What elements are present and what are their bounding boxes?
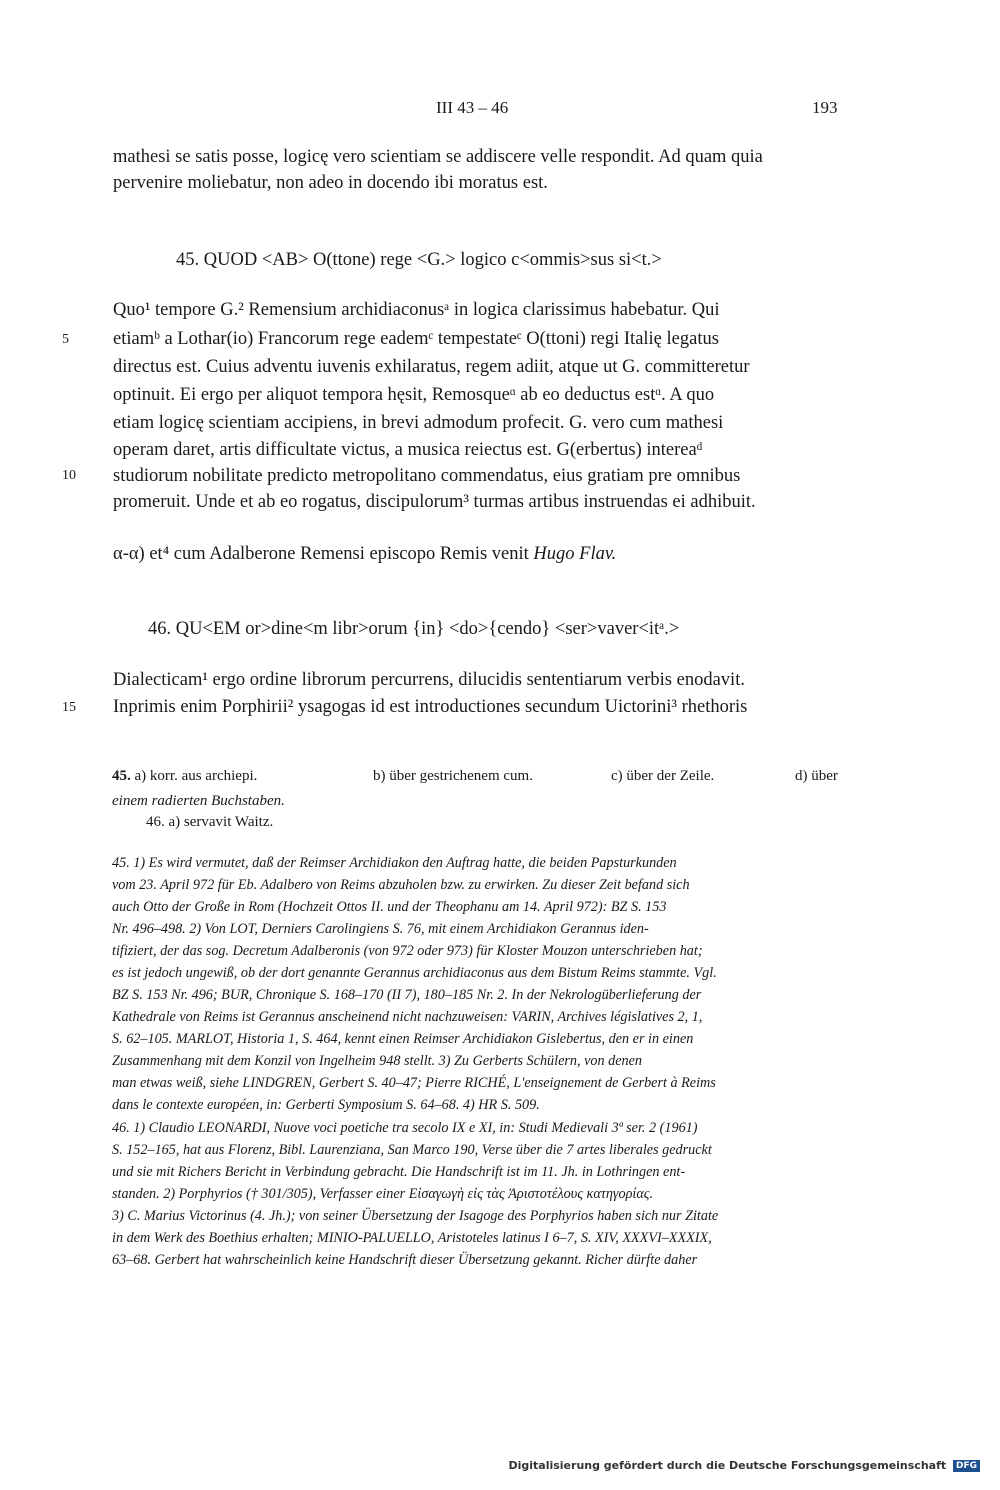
apparatus-note-c: c) über der Zeile. [611, 768, 715, 784]
chapter-title: 46. QU<EM or>dine<m libr>orum {in} <do>{cendo} <ser>vaver<itᵃ.> [148, 619, 680, 639]
text-line: Inprimis enim Porphirii² ysagogas id est introductiones secundum Uictorini³ rhethoris [113, 697, 748, 717]
variant-text: et⁴ cum Adalberone Remensi episcopo Remis venit [149, 544, 529, 564]
text-line: promeruit. Unde et ab eo rogatus, discipulorum³ turmas artibus instruendas ei adhibuit. [113, 492, 756, 512]
apparatus-note-b: b) über gestrichenem cum. [373, 768, 533, 784]
note-line: vom 23. April 972 für Eb. Adalbero von Reims abzuholen bzw. zu erwirken. Zu dieser Zeit befand sich [112, 877, 690, 893]
note-line: und sie mit Richers Bericht in Verbindung gebracht. Die Handschrift ist im 11. Jh. in Lothringen ent- [112, 1164, 686, 1180]
line-number: 15 [62, 700, 76, 715]
note-line: standen. 2) Porphyrios († 301/305), Verfasser einer Εἰσαγωγὴ εἰς τὰς Ἀριστοτέλους κατηγορίας. [112, 1186, 654, 1202]
text-line: pervenire moliebatur, non adeo in docendo ibi moratus est. [113, 173, 548, 193]
note-line: tifiziert, der das sog. Decretum Adalberonis (von 972 oder 973) für Kloster Mouzon unterschrieben hat; [112, 943, 703, 959]
note-line: auch Otto der Große in Rom (Hochzeit Ottos II. und der Theophanu am 14. April 972): BZ S. 153 [112, 899, 667, 915]
note-line: Nr. 496–498. 2) Von LOT, Derniers Carolingiens S. 76, mit einem Archidiakon Gerannus iden- [112, 921, 649, 937]
text-line: etiamᵇ a Lothar(io) Francorum rege eademᶜ tempestateᶜ O(ttoni) regi Italię legatus [113, 329, 719, 349]
note-line: 46. 1) Claudio LEONARDI, Nuove voci poetiche tra secolo IX e XI, in: Studi Medievali 3ª ser. 2 (1961) [112, 1120, 698, 1136]
page-number: 193 [812, 98, 838, 117]
note-line: 63–68. Gerbert hat wahrscheinlich keine Handschrift dieser Übersetzung gekannt. Richer dürfte daher [112, 1252, 698, 1268]
note-line: S. 152–165, hat aus Florenz, Bibl. Laurenziana, San Marco 190, Verse über die 7 artes liberales gedruckt [112, 1142, 712, 1158]
text-line: Dialecticam¹ ergo ordine librorum percurrens, dilucidis sententiarum verbis enodavit. [113, 670, 745, 690]
text-line: directus est. Cuius adventu iuvenis exhilaratus, regem adiit, atque ut G. committeretur [113, 357, 750, 377]
line-number: 10 [62, 468, 76, 483]
text-line: optinuit. Ei ergo per aliquot tempora hęsit, Remosqueᵅ ab eo deductus estᵅ. A quo [113, 385, 715, 405]
note-line: Zusammenhang mit dem Konzil von Ingelheim 948 stellt. 3) Zu Gerberts Schülern, von denen [112, 1053, 642, 1069]
variant-reading [113, 541, 616, 567]
digitization-footer [508, 1459, 980, 1472]
running-head: III 43 – 46 [436, 98, 509, 117]
note-line: dans le contexte européen, in: Gerberti Symposium S. 64–68. 4) HR S. 509. [112, 1097, 540, 1113]
text-line: Quo¹ tempore G.² Remensium archidiaconusᵃ in logica clarissimus habebatur. Qui [113, 300, 720, 320]
note-line: 3) C. Marius Victorinus (4. Jh.); von seiner Übersetzung der Isagoge des Porphyrios haben sich nur Zitate [112, 1208, 719, 1224]
variant-siglum: α-α) [113, 544, 145, 564]
apparatus-line [112, 768, 257, 785]
note-line: man etwas weiß, siehe LINDGREN, Gerbert S. 40–47; Pierre RICHÉ, L'enseignement de Gerbert à Reims [112, 1075, 716, 1091]
apparatus-note-46a: 46. a) servavit Waitz. [146, 814, 274, 830]
apparatus-note-a: a) korr. aus archiepi. [134, 768, 258, 784]
note-line: Kathedrale von Reims ist Gerannus anscheinend nicht nachzuweisen: VARIN, Archives législatives 2, 1, [112, 1009, 703, 1025]
note-line: BZ S. 153 Nr. 496; BUR, Chronique S. 168–170 (II 7), 180–185 Nr. 2. In der Nekrologüberlieferung der [112, 987, 702, 1003]
apparatus-note-d: d) über [795, 768, 838, 784]
text-line: operam daret, artis difficultate victus, a musica reiectus est. G(erbertus) intereaᵈ [113, 440, 703, 460]
apparatus-number: 45. [112, 768, 131, 784]
text-line: mathesi se satis posse, logicę vero scientiam se addiscere velle respondit. Ad quam quia [113, 147, 763, 167]
note-line: S. 62–105. MARLOT, Historia 1, S. 464, kennt einen Reimser Archidiakon Gislebertus, den er in einen [112, 1031, 694, 1047]
text-line: etiam logicę scientiam accipiens, in brevi admodum profecit. G. vero cum mathesi [113, 413, 724, 433]
apparatus-note-d-cont: einem radierten Buchstaben. [112, 793, 285, 809]
line-number: 5 [62, 332, 69, 347]
dfg-logo: DFG [953, 1460, 980, 1472]
note-line: in dem Werk des Boethius erhalten; MINIO-PALUELLO, Aristoteles latinus I 6–7, S. XIV, XXXVI–XXXIX, [112, 1230, 712, 1246]
footer-text: Digitalisierung gefördert durch die Deutsche Forschungsgemeinschaft [508, 1459, 947, 1472]
variant-source: Hugo Flav. [533, 544, 617, 564]
note-line: 45. 1) Es wird vermutet, daß der Reimser Archidiakon den Auftrag hatte, die beiden Papsturkunden [112, 855, 677, 871]
note-line: es ist jedoch ungewiß, ob der dort genannte Gerannus archidiaconus aus dem Bistum Reims stammte. Vgl. [112, 965, 717, 981]
text-line: studiorum nobilitate predicto metropolitano commendatus, eius gratiam pre omnibus [113, 466, 741, 486]
chapter-title: 45. QUOD <AB> O(ttone) rege <G.> logico c<ommis>sus si<t.> [176, 250, 662, 270]
